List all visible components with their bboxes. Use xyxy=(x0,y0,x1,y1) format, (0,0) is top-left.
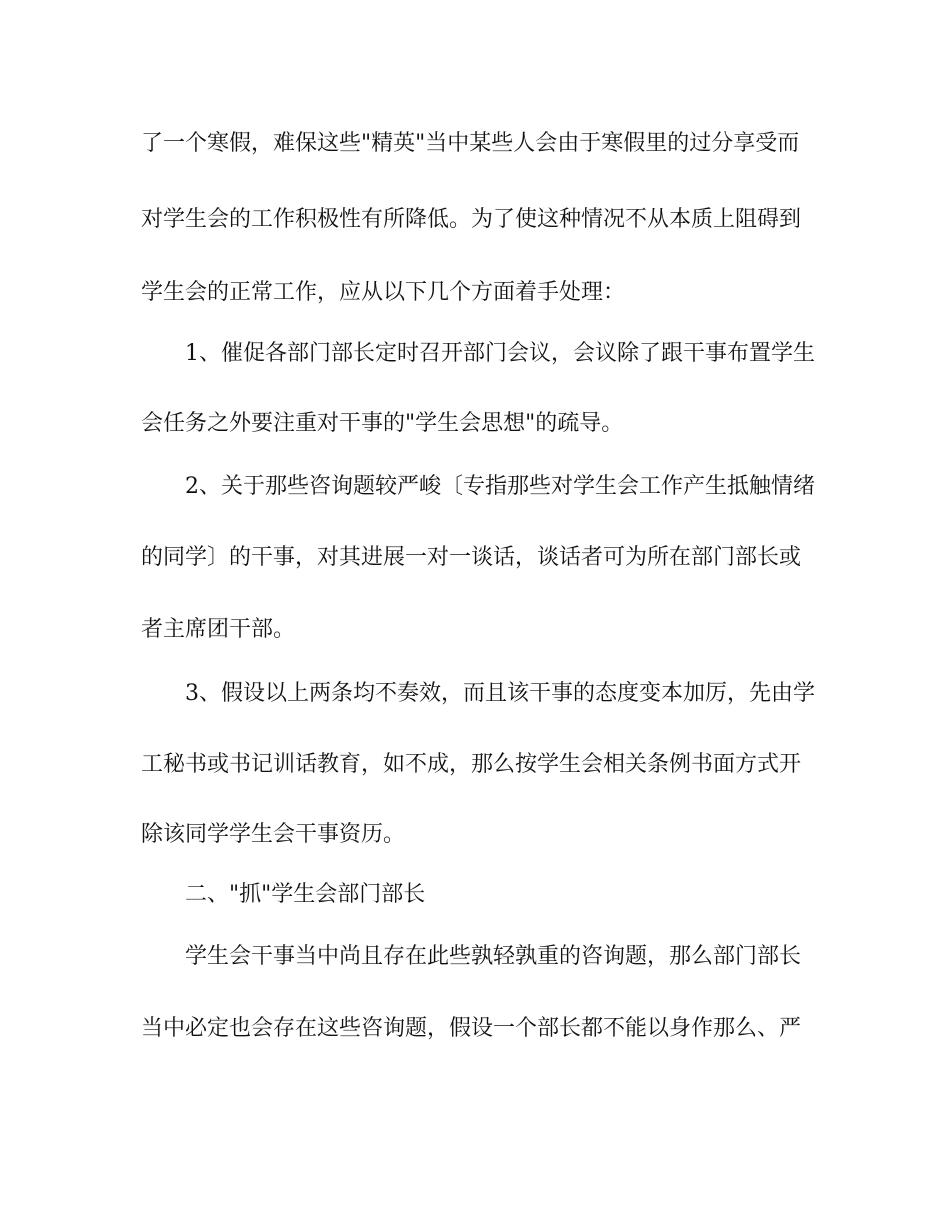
text-line: 工秘书或书记训话教育，如不成，那么按学生会相关条例书面方式开 xyxy=(141,752,802,777)
section-heading: 二、"抓"学生会部门部长 xyxy=(185,882,426,907)
text-line: 者主席团干部。 xyxy=(141,617,296,642)
text-line: 对学生会的工作积极性有所降低。为了使这种情况不从本质上阻碍到 xyxy=(141,207,802,232)
text-line: 学生会干事当中尚且存在此些孰轻孰重的咨询题，那么部门部长 xyxy=(185,944,802,969)
text-line: 会任务之外要注重对干事的"学生会思想"的疏导。 xyxy=(141,411,624,436)
text-line: 1、催促各部门部长定时召开部门会议，会议除了跟干事布置学生 xyxy=(185,341,815,366)
text-line: 2、关于那些咨询题较严峻〔专指那些对学生会工作产生抵触情绪 xyxy=(185,474,815,499)
text-line: 除该同学学生会干事资历。 xyxy=(141,822,406,847)
text-line: 当中必定也会存在这些咨询题，假设一个部长都不能以身作那么、严 xyxy=(141,1016,802,1041)
text-line: 学生会的正常工作，应从以下几个方面着手处理： xyxy=(141,280,626,305)
text-line: 的同学〕的干事，对其进展一对一谈话，谈话者可为所在部门部长或 xyxy=(141,545,802,570)
text-line: 了一个寒假，难保这些"精英"当中某些人会由于寒假里的过分享受而 xyxy=(141,131,800,156)
text-line: 3、假设以上两条均不奏效，而且该干事的态度变本加厉，先由学 xyxy=(185,681,815,706)
